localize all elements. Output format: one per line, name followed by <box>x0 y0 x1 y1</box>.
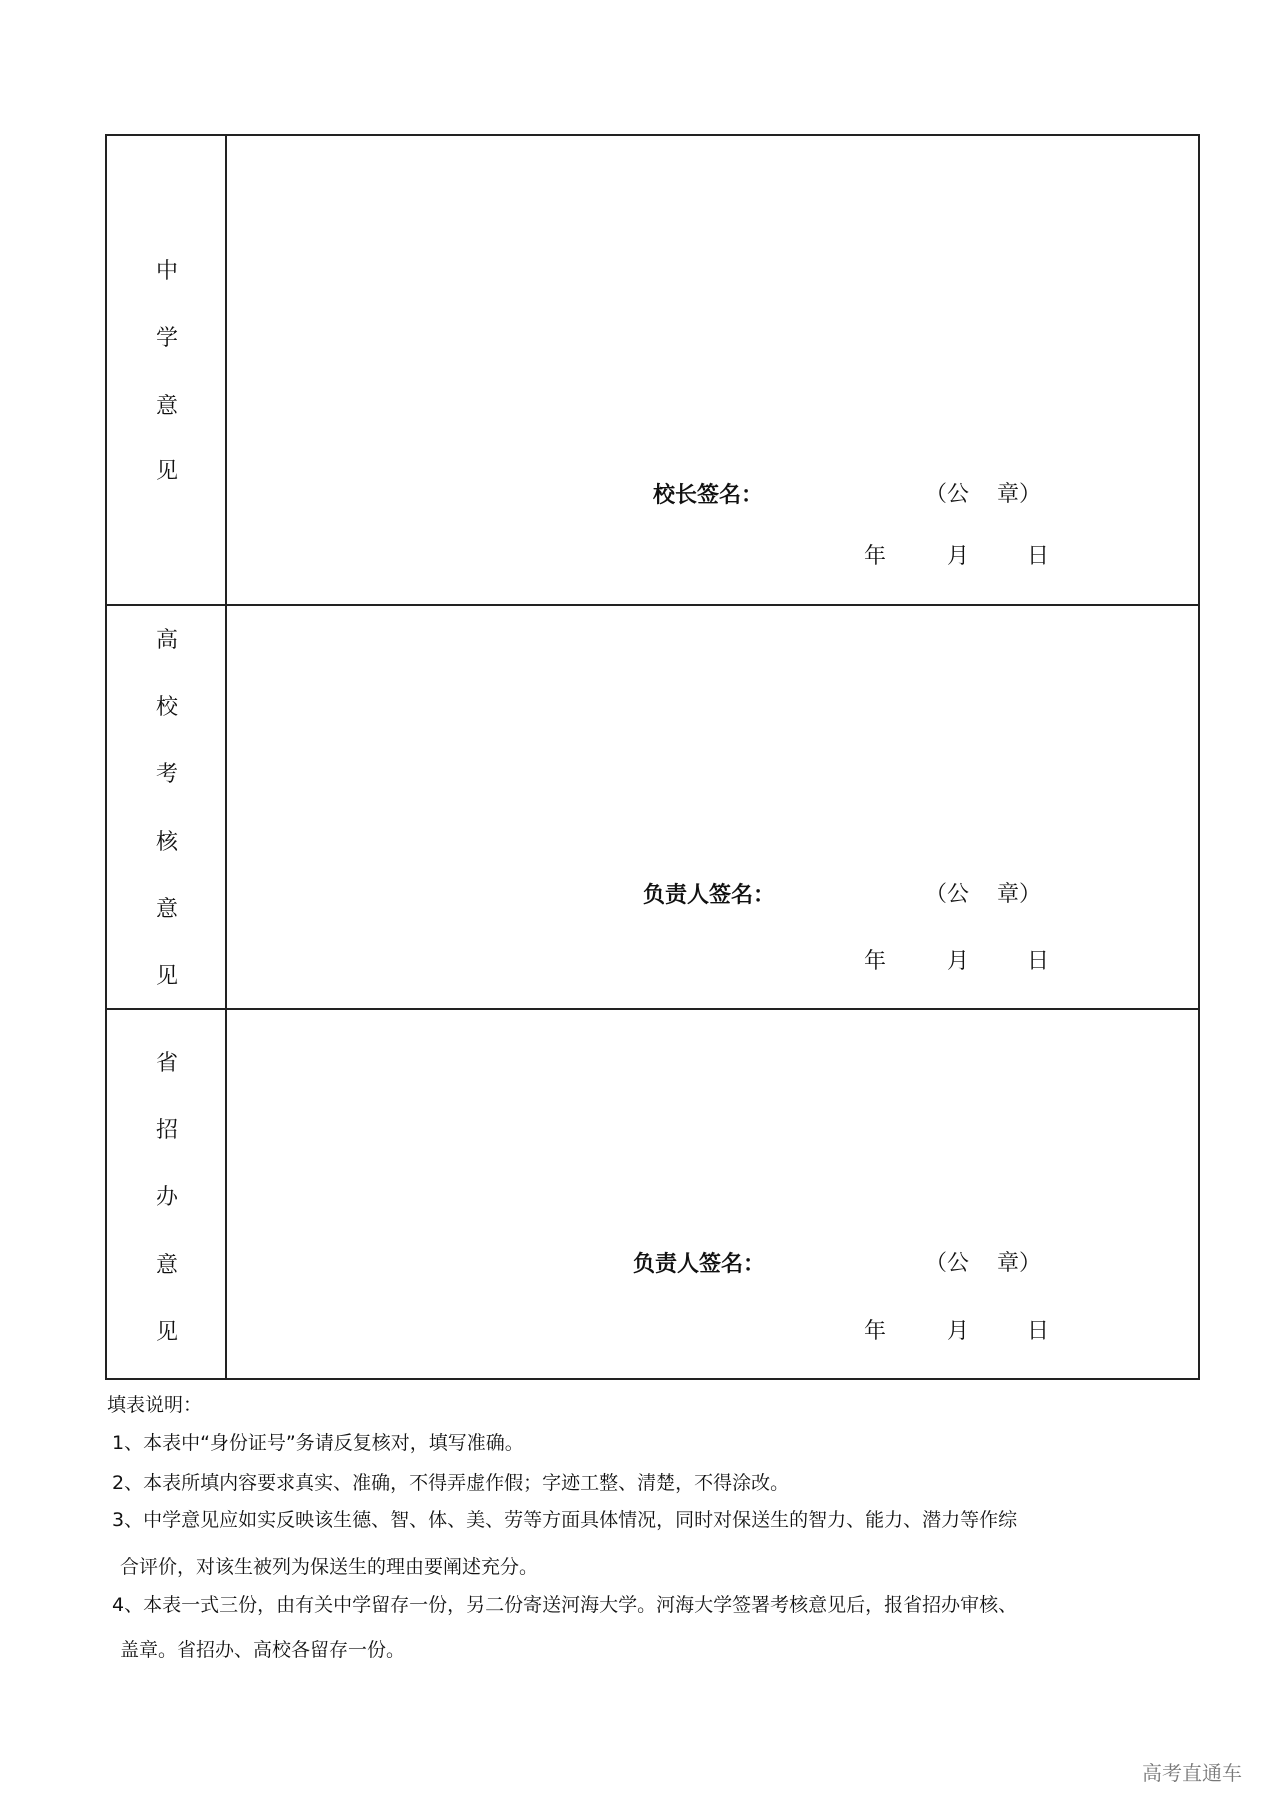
label-char: 考 <box>155 762 178 787</box>
date-month-label: 月 <box>947 544 970 569</box>
row-label-school-opinion <box>107 136 227 604</box>
label-char: 见 <box>155 459 178 484</box>
seal-open: （公 <box>925 482 970 507</box>
seal-close: 章） <box>997 482 1042 507</box>
seal-open: （公 <box>925 882 970 907</box>
date-day-label: 日 <box>1027 544 1050 569</box>
label-char: 见 <box>155 1320 178 1345</box>
instruction-item-4: 4、本表一式三份，由有关中学留存一份，另二份寄送河海大学。河海大学签署考核意见后，报省招办审核、 <box>112 1594 1018 1616</box>
label-char: 省 <box>155 1051 178 1076</box>
watermark-text: 高考直通车 <box>1142 1761 1242 1785</box>
row-label-university-review <box>107 606 227 1008</box>
row-label-provincial-admissions <box>107 1010 227 1378</box>
instructions-title: 填表说明： <box>107 1394 203 1416</box>
seal-open: （公 <box>925 1251 970 1276</box>
date-day-label: 日 <box>1027 949 1050 974</box>
date-month-label: 月 <box>947 1319 970 1344</box>
instruction-item-3: 3、中学意见应如实反映该生德、智、体、美、劳等方面具体情况，同时对保送生的智力、能力、潜力等作综 <box>112 1509 1018 1531</box>
date-year-label: 年 <box>864 544 887 569</box>
date-month-label: 月 <box>947 949 970 974</box>
responsible-person-signature-label: 负责人签名： <box>633 1251 766 1277</box>
date-day-label: 日 <box>1027 1319 1050 1344</box>
label-char: 核 <box>155 830 178 855</box>
label-char: 中 <box>155 259 178 284</box>
instruction-item-1: 1、本表中“身份证号”务请反复核对，填写准确。 <box>112 1432 524 1454</box>
opinion-field-school[interactable] <box>227 136 1198 604</box>
opinion-field-university[interactable] <box>227 606 1198 1008</box>
date-year-label: 年 <box>864 949 887 974</box>
seal-close: 章） <box>997 1251 1042 1276</box>
row-provincial-admissions <box>107 1010 1198 1378</box>
instruction-item-4-continued: 盖章。省招办、高校各留存一份。 <box>120 1639 406 1661</box>
label-char: 学 <box>155 326 178 351</box>
label-char: 意 <box>155 1253 178 1278</box>
row-school-opinion <box>107 136 1198 606</box>
label-char: 高 <box>155 628 178 653</box>
opinion-field-provincial[interactable] <box>227 1010 1198 1378</box>
row-university-review <box>107 606 1198 1010</box>
label-char: 办 <box>155 1185 178 1210</box>
label-char: 见 <box>155 964 178 989</box>
label-char: 意 <box>155 897 178 922</box>
official-seal-label <box>925 482 1041 508</box>
instruction-item-2: 2、本表所填内容要求真实、准确，不得弄虚作假；字迹工整、清楚，不得涂改。 <box>112 1472 790 1494</box>
date-year-label: 年 <box>864 1319 887 1344</box>
label-char: 意 <box>155 394 178 419</box>
principal-signature-label: 校长签名： <box>653 482 764 508</box>
responsible-person-signature-label: 负责人签名： <box>643 882 776 908</box>
official-seal-label <box>925 1251 1041 1277</box>
seal-close: 章） <box>997 882 1042 907</box>
instruction-item-3-continued: 合评价，对该生被列为保送生的理由要阐述充分。 <box>120 1556 539 1578</box>
label-char: 招 <box>155 1118 178 1143</box>
official-seal-label <box>925 882 1041 908</box>
label-char: 校 <box>155 695 178 720</box>
opinion-form-table <box>105 134 1200 1380</box>
